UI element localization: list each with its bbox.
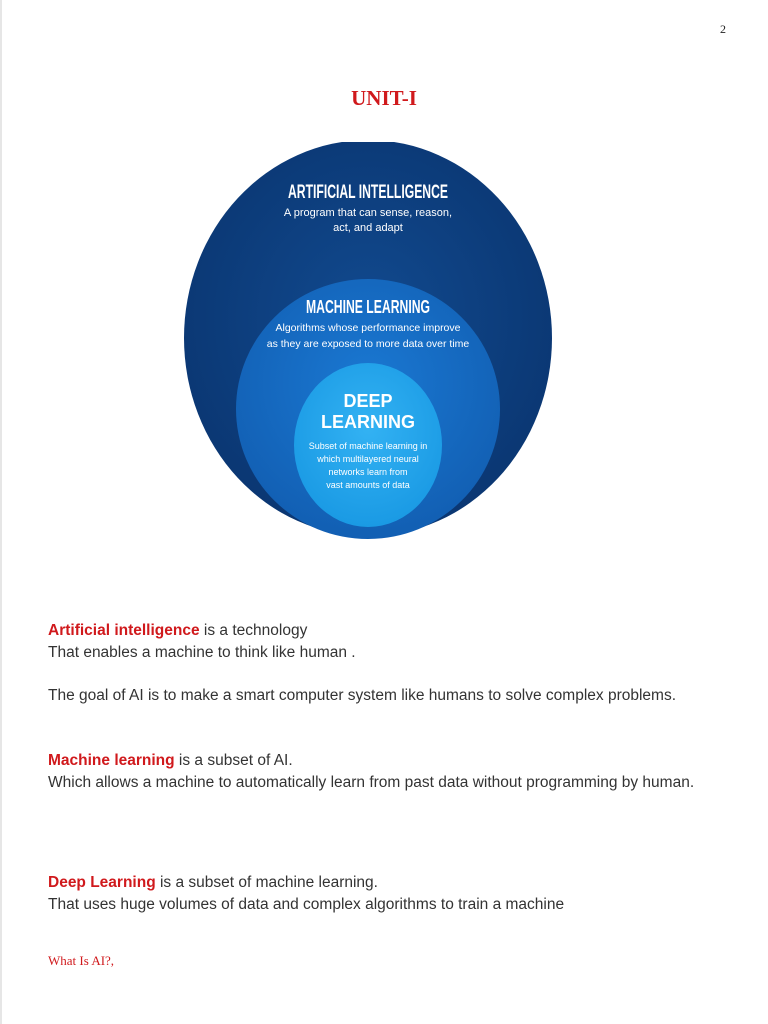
ai-goal-text: The goal of AI is to make a smart computer system like humans to solve complex problems. bbox=[48, 687, 677, 704]
ai-definition bbox=[48, 620, 728, 664]
ai-desc-line-1: A program that can sense, reason, bbox=[283, 207, 453, 219]
unit-title: UNIT-I bbox=[351, 86, 417, 110]
ai-term-rest: is a technology bbox=[199, 622, 308, 639]
ml-definition-line-2: Which allows a machine to automatically learn from past data without programming by human. bbox=[48, 774, 695, 791]
ml-definition-line-1 bbox=[48, 750, 728, 772]
page-number: 2 bbox=[720, 22, 726, 36]
ai-desc-line-2: act, and adapt bbox=[333, 222, 403, 234]
ml-definition bbox=[48, 750, 728, 794]
dl-definition-line-1 bbox=[48, 872, 728, 894]
dl-definition bbox=[48, 872, 728, 916]
dl-heading-line-1: DEEP bbox=[343, 391, 393, 411]
dl-desc-line-1: Subset of machine learning in bbox=[308, 441, 428, 451]
nested-circles-diagram bbox=[184, 142, 554, 542]
ml-desc-line-2: as they are exposed to more data over time bbox=[266, 338, 470, 350]
ml-desc-line-1: Algorithms whose performance improve bbox=[275, 322, 461, 334]
page-edge bbox=[0, 0, 2, 1024]
dl-desc-line-3: networks learn from bbox=[328, 467, 408, 477]
dl-term-rest: is a subset of machine learning. bbox=[155, 874, 378, 891]
ai-heading: ARTIFICIAL INTELLIGENCE bbox=[288, 182, 448, 203]
dl-definition-line-2: That uses huge volumes of data and complex algorithms to train a machine bbox=[48, 896, 565, 913]
ml-term-rest: is a subset of AI. bbox=[174, 752, 293, 769]
what-is-ai-heading: What Is AI?, bbox=[48, 953, 115, 968]
ml-heading: MACHINE LEARNING bbox=[306, 297, 430, 317]
dl-desc-line-4: vast amounts of data bbox=[326, 480, 410, 490]
ai-goal bbox=[48, 685, 728, 707]
ai-ml-dl-diagram bbox=[184, 142, 554, 542]
ai-definition-line-2: That enables a machine to think like human . bbox=[48, 644, 356, 661]
ml-term: Machine learning bbox=[48, 752, 175, 769]
dl-term: Deep Learning bbox=[48, 874, 156, 891]
ai-term: Artificial intelligence bbox=[48, 622, 200, 639]
dl-heading-line-2: LEARNING bbox=[321, 412, 415, 432]
dl-desc-line-2: which multilayered neural bbox=[317, 454, 419, 464]
ai-definition-line-1 bbox=[48, 620, 728, 642]
